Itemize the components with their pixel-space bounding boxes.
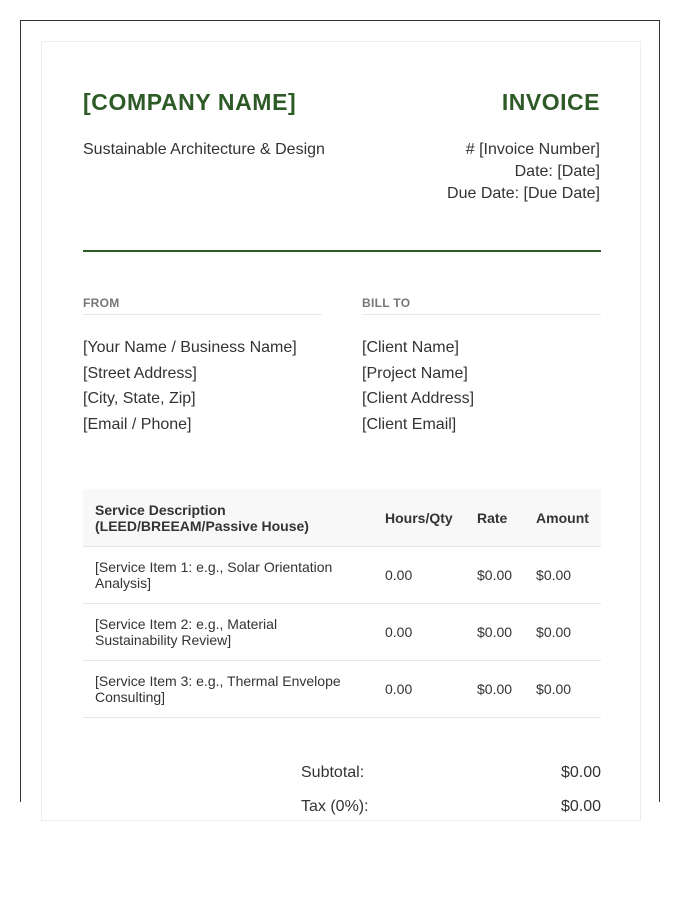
- bill-to-heading: BILL TO: [362, 296, 601, 315]
- company-name: [COMPANY NAME]: [83, 89, 297, 115]
- cell-rate: $0.00: [465, 661, 524, 718]
- totals-section: [301, 756, 601, 824]
- header-divider: [83, 250, 601, 252]
- cell-description-line: Sustainability Review]: [95, 632, 232, 648]
- cell-description-line: [Service Item 1: e.g., Solar Orientation: [95, 559, 333, 575]
- column-header-description-line: (LEED/BREEAM/Passive House): [95, 517, 309, 534]
- bill-to-line: [Client Name]: [362, 339, 459, 356]
- bill-to-line: [Project Name]: [362, 364, 468, 382]
- tax-value: $0.00: [560, 798, 601, 815]
- company-tagline: Sustainable Architecture & Design: [83, 141, 325, 158]
- from-address: [83, 335, 322, 438]
- cell-amount: $0.00: [524, 604, 601, 661]
- cell-description: [83, 547, 373, 604]
- column-header-amount: Amount: [524, 489, 601, 547]
- table-row: [83, 604, 601, 661]
- bill-to-line: [Client Email]: [362, 416, 457, 434]
- tax-label: Tax (0%):: [301, 798, 369, 815]
- invoice-meta: [447, 141, 600, 207]
- invoice-title: INVOICE: [501, 89, 600, 115]
- cell-amount: $0.00: [524, 547, 601, 604]
- from-line: [Your Name / Business Name]: [83, 339, 297, 356]
- column-header-description-line: Service Description: [95, 501, 226, 518]
- invoice-date: Date: [Date]: [514, 163, 600, 180]
- from-line: [Email / Phone]: [83, 416, 192, 434]
- subtotal-row: [301, 756, 601, 790]
- bill-to-line: [Client Address]: [362, 390, 475, 408]
- from-line: [City, State, Zip]: [83, 390, 196, 408]
- cell-description-line: [Service Item 2: e.g., Material: [95, 616, 278, 632]
- cell-description-line: Analysis]: [95, 575, 152, 591]
- subtotal-label: Subtotal:: [301, 764, 365, 781]
- invoice-number: # [Invoice Number]: [465, 141, 600, 158]
- column-header-qty: Hours/Qty: [373, 489, 465, 547]
- cell-description: [83, 604, 373, 661]
- cell-qty: 0.00: [373, 661, 465, 718]
- table-row: [83, 547, 601, 604]
- invoice-page: [41, 41, 641, 821]
- cell-rate: $0.00: [465, 604, 524, 661]
- cell-description-line: Consulting]: [95, 689, 166, 705]
- document-viewport: [20, 20, 660, 815]
- column-header-rate: Rate: [465, 489, 524, 547]
- bill-to-section: [362, 296, 601, 438]
- bill-to-address: [362, 335, 601, 438]
- table-row: [83, 661, 601, 718]
- cell-amount: $0.00: [524, 661, 601, 718]
- line-items-table: [83, 489, 601, 718]
- tax-row: [301, 790, 601, 824]
- from-heading: FROM: [83, 296, 322, 315]
- cell-qty: 0.00: [373, 604, 465, 661]
- cell-qty: 0.00: [373, 547, 465, 604]
- from-section: [83, 296, 322, 438]
- cell-rate: $0.00: [465, 547, 524, 604]
- table-header-row: [83, 489, 601, 547]
- column-header-description: [83, 489, 373, 547]
- from-line: [Street Address]: [83, 364, 197, 382]
- cell-description-line: [Service Item 3: e.g., Thermal Envelope: [95, 673, 341, 689]
- cell-description: [83, 661, 373, 718]
- subtotal-value: $0.00: [560, 764, 601, 781]
- invoice-due-date: Due Date: [Due Date]: [447, 185, 600, 202]
